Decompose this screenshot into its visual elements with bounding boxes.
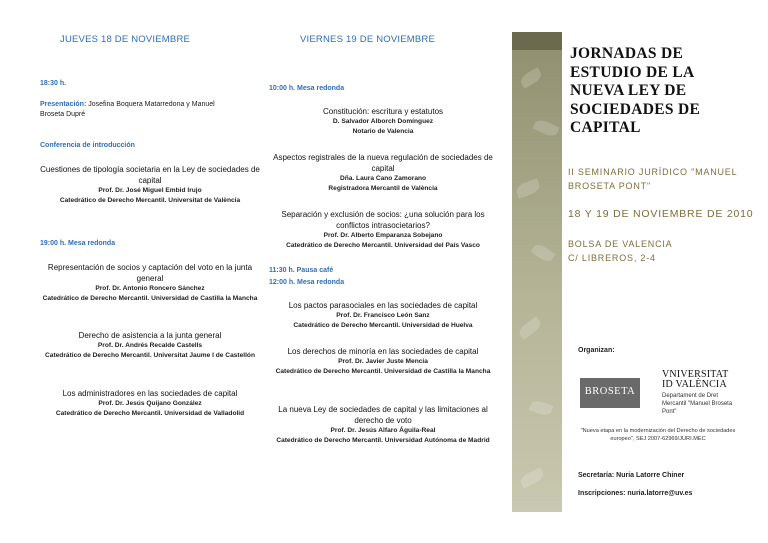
talk-speaker: Prof. Dr. Jesús Alfaro Águila-Real bbox=[330, 427, 436, 434]
talk-minoria bbox=[266, 346, 500, 376]
talk-representacion bbox=[38, 262, 262, 303]
leaf-shape bbox=[515, 178, 542, 198]
leaf-shape bbox=[517, 316, 544, 340]
leaf-shape bbox=[518, 67, 543, 88]
talk-affiliation: Notario de Valencia bbox=[352, 127, 414, 135]
universitat-valencia-logo bbox=[662, 370, 728, 390]
title-line: SOCIEDADES DE bbox=[570, 100, 701, 118]
talk-affiliation: Catedrático de Derecho Mercantil. Universidad de Castilla la Mancha bbox=[275, 367, 491, 375]
talk-title: Constitución: escritura y estatutos bbox=[322, 107, 444, 116]
talk-title: Aspectos registrales de la nueva regulación de sociedades de capital bbox=[273, 153, 493, 173]
talk-speaker: Prof. Dr. Alberto Emparanza Sobejano bbox=[323, 232, 443, 239]
organizers-label: Organizan: bbox=[578, 347, 615, 354]
strip-top-band bbox=[512, 32, 562, 50]
title-line: CAPITAL bbox=[570, 119, 641, 136]
venue-line-2: C/ LIBREROS, 2-4 bbox=[568, 253, 656, 263]
seminar-line-2: BROSETA PONT" bbox=[568, 181, 651, 191]
registration: Inscripciones: nuria.latorre@uv.es bbox=[578, 490, 693, 497]
talk-title: Los pactos parasociales en las sociedades de capital bbox=[288, 301, 478, 310]
talk-speaker: Prof. Dr. José Miguel Embid Irujo bbox=[98, 187, 202, 194]
talk-constitucion bbox=[266, 106, 500, 136]
title-line: ESTUDIO DE LA bbox=[570, 63, 695, 81]
talk-speaker: Prof. Dr. Antonio Roncero Sánchez bbox=[95, 285, 205, 292]
thursday-session-1900: 19:00 h. Mesa redonda bbox=[40, 240, 116, 247]
uv-logo-line-1: VNIVERSITAT bbox=[662, 369, 729, 380]
decorative-olive-strip bbox=[512, 32, 562, 512]
seminar-line-1: II SEMINARIO JURÍDICO "MANUEL bbox=[568, 167, 738, 177]
talk-affiliation: Catedrático de Derecho Mercantil. Universitat Jaume I de Castellón bbox=[45, 351, 255, 359]
cover-title bbox=[570, 45, 700, 138]
talk-title: Los administradores en las sociedades de capital bbox=[62, 389, 238, 398]
friday-session-1200: 12:00 h. Mesa redonda bbox=[269, 279, 345, 286]
talk-asistencia bbox=[38, 330, 262, 360]
talk-voto bbox=[266, 404, 500, 445]
friday-session-1000: 10:00 h. Mesa redonda bbox=[269, 85, 345, 92]
uv-logo-line-2: ID VALÈNCIA bbox=[662, 379, 727, 390]
talk-speaker: Dña. Laura Cano Zamorano bbox=[339, 175, 427, 182]
project-note: "Nueva etapa en la modernización del Derecho de sociedades europeo", SEJ 2007-62969/JURI.MEC bbox=[580, 428, 736, 442]
talk-affiliation: Catedrático de Derecho Mercantil. Universidad de Valladolid bbox=[55, 409, 245, 417]
talk-title: Cuestiones de tipología societaria en la Ley de sociedades de capital bbox=[40, 165, 260, 185]
secretary: Secretaría: Nuria Latorre Chiner bbox=[578, 472, 685, 479]
talk-affiliation: Catedrático de Derecho Mercantil. Universidad de Huelva bbox=[293, 321, 473, 329]
presentation-text: Josefina Boquera Matarredona y Manuel Broseta Dupré bbox=[40, 101, 215, 118]
talk-affiliation: Catedrático de Derecho Mercantil. Universidad del País Vasco bbox=[286, 241, 480, 249]
talk-title: Separación y exclusión de socios: ¿una solución para los conflictos intrasocietarios? bbox=[281, 210, 485, 230]
presentation-label: Presentación: bbox=[40, 101, 87, 108]
friday-heading: VIERNES 19 DE NOVIEMBRE bbox=[300, 34, 435, 45]
talk-tipologia bbox=[38, 164, 262, 205]
presentation bbox=[40, 100, 240, 120]
talk-speaker: Prof. Dr. Francisco León Sanz bbox=[336, 312, 430, 319]
talk-affiliation: Catedrático de Derecho Mercantil. Universidad Autónoma de Madrid bbox=[276, 436, 490, 444]
coffee-break: 11:30 h. Pausa café bbox=[269, 267, 334, 274]
intro-label: Conferencia de introducción bbox=[40, 142, 135, 149]
talk-pactos bbox=[266, 300, 500, 330]
title-line: NUEVA LEY DE bbox=[570, 82, 687, 99]
talk-speaker: Prof. Dr. Javier Juste Mencía bbox=[338, 358, 428, 365]
leaf-shape bbox=[519, 467, 546, 488]
venue-line-1: BOLSA DE VALENCIA bbox=[568, 239, 673, 249]
talk-administradores bbox=[38, 388, 262, 418]
talk-title: Los derechos de minoría en las sociedades de capital bbox=[287, 347, 479, 356]
talk-affiliation: Catedrático de Derecho Mercantil. Universitat de València bbox=[59, 196, 241, 204]
broseta-logo: BROSETA bbox=[580, 378, 640, 408]
talk-speaker: D. Salvador Alborch Domínguez bbox=[332, 118, 434, 125]
event-dates: 18 Y 19 DE NOVIEMBRE DE 2010 bbox=[568, 208, 754, 220]
thursday-heading: JUEVES 18 DE NOVIEMBRE bbox=[60, 34, 191, 45]
thursday-time-1830: 18:30 h. bbox=[40, 80, 67, 87]
uv-department: Departament de Dret Mercantil "Manuel Broseta Pont" bbox=[662, 393, 733, 415]
talk-speaker: Prof. Dr. Andrés Recalde Castells bbox=[97, 342, 203, 349]
talk-title: Derecho de asistencia a la junta general bbox=[78, 331, 222, 340]
talk-separacion bbox=[266, 209, 500, 250]
title-line: JORNADAS DE bbox=[570, 45, 684, 62]
leaf-shape bbox=[529, 399, 554, 418]
talk-affiliation: Registradora Mercantil de València bbox=[328, 184, 438, 192]
talk-title: Representación de socios y captación del voto en la junta general bbox=[47, 263, 253, 283]
leaf-shape bbox=[533, 117, 560, 138]
talk-speaker: Prof. Dr. Jesús Quijano González bbox=[98, 400, 202, 407]
talk-registrales bbox=[266, 152, 500, 193]
leaf-shape bbox=[531, 242, 556, 264]
talk-affiliation: Catedrático de Derecho Mercantil. Universidad de Castilla la Mancha bbox=[42, 294, 258, 302]
talk-title: La nueva Ley de sociedades de capital y las limitaciones al derecho de voto bbox=[278, 405, 488, 425]
